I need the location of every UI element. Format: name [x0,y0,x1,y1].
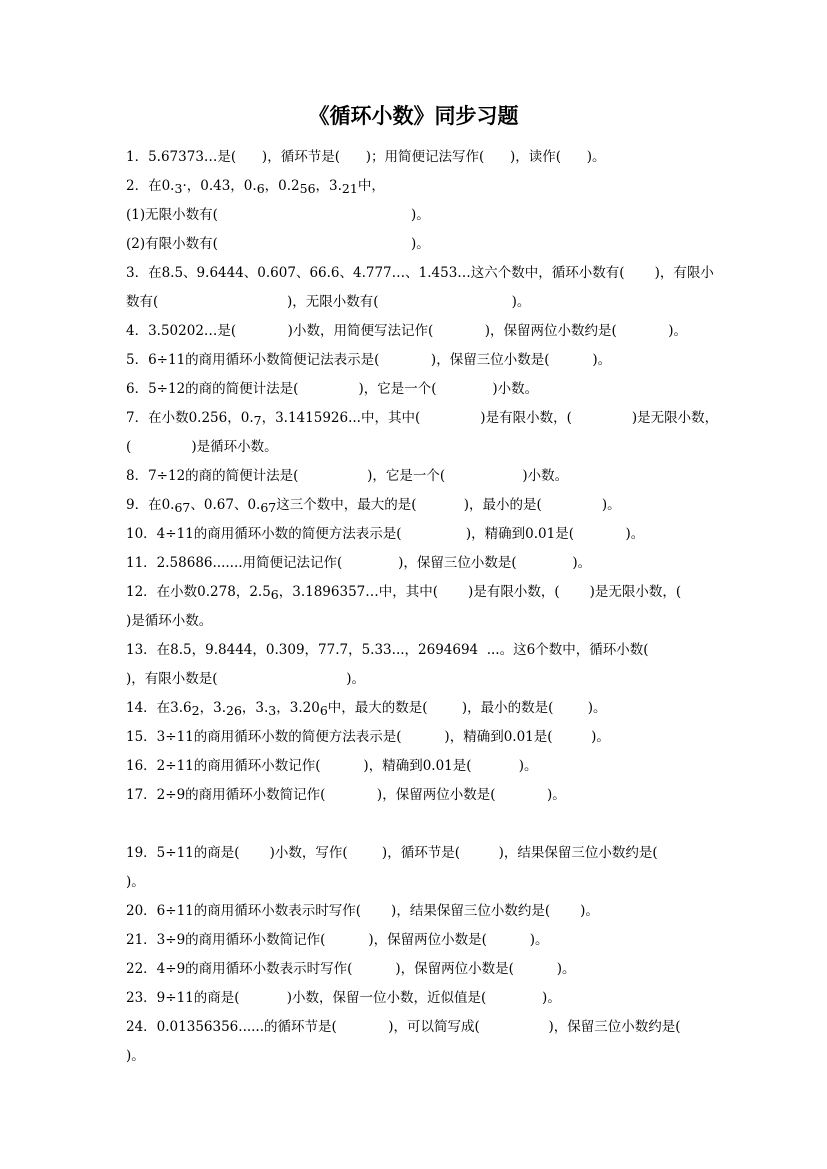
question-19-cont: )。 [126,874,145,890]
question-23: 23．9÷11的商是( )小数，保留一位小数，近似值是( )。 [126,990,561,1006]
blank-gap [126,810,711,839]
question-2-part-2: (2)有限小数有( )。 [126,236,430,252]
question-12-cont: )是循环小数。 [126,613,213,629]
question-list [126,143,719,1071]
question-8: 8．7÷12的商的简便计法是( )，它是一个( )小数。 [126,468,569,484]
question-6: 6．5÷12的商的简便计法是( )，它是一个( )小数。 [126,381,539,397]
question-9: 9．在0.67、0.67、0.67这三个数中，最大的是( )，最小的是( )。 [126,497,621,515]
question-10: 10．4÷11的商用循环小数的简便方法表示是( )，精确到0.01是( )。 [126,526,645,542]
page-title: 《循环小数》同步习题 [308,104,519,128]
question-24-cont: )。 [126,1048,145,1064]
question-14: 14．在3.62，3.26，3.3，3.206中，最大的数是( )，最小的数是( )。 [126,700,607,718]
question-7: 7．在小数0.256，0.7，3.1415926...中，其中( )是有限小数，( )是无限小数， [126,410,719,428]
question-15: 15．3÷11的商用循环小数的简便方法表示是( )，精确到0.01是( )。 [126,729,610,745]
question-22: 22．4÷9的商用循环小数表示时写作( )，保留两位小数是( )。 [126,961,576,977]
question-3-cont: 数有( )，无限小数有( )。 [126,294,531,310]
question-4: 4．3.50202…是( )小数，用简便写法记作( )，保留两位小数约是( )。 [126,323,688,339]
question-5: 5．6÷11的商用循环小数简便记法表示是( )，保留三位小数是( )。 [126,352,612,368]
question-24: 24．0.01356356......的循环节是( )，可以简写成( )，保留三位小数约是( [126,1019,681,1035]
question-13: 13．在8.5，9.8444，0.309，77.7，5.33...，2694694 ...。这6个数中，循环小数( [126,642,649,658]
question-16: 16．2÷11的商用循环小数记作( )，精确到0.01是( )。 [126,758,538,774]
question-7-cont: ( )是循环小数。 [126,439,278,455]
question-2: 2．在0.3·，0.43，0.6，0.256，3.21中， [126,178,385,196]
question-1: 1．5.67373…是( )，循环节是( )；用简便记法写作( )，读作( )。 [126,149,606,165]
question-3: 3．在8.5、9.6444、0.607、66.6、4.777…、1.453…这六个数中，循环小数有( )，有限小 [126,265,714,281]
question-13-cont: )，有限小数是( )。 [126,671,366,687]
question-17: 17．2÷9的商用循环小数简记作( )，保留两位小数是( )。 [126,787,566,803]
question-2-part-1: (1)无限小数有( )。 [126,207,430,223]
question-12: 12．在小数0.278，2.56，3.1896357…中，其中( )是有限小数，( )是无限小数，( [126,584,682,602]
question-11: 11．2.58686.......用简便记法记作( )，保留三位小数是( )。 [126,555,592,571]
question-20: 20．6÷11的商用循环小数表示时写作( )，结果保留三位小数约是( )。 [126,903,599,919]
question-21: 21．3÷9的商用循环小数简记作( )，保留两位小数是( )。 [126,932,549,948]
question-19: 19．5÷11的商是( )小数，写作( )，循环节是( )，结果保留三位小数约是( [126,845,658,861]
